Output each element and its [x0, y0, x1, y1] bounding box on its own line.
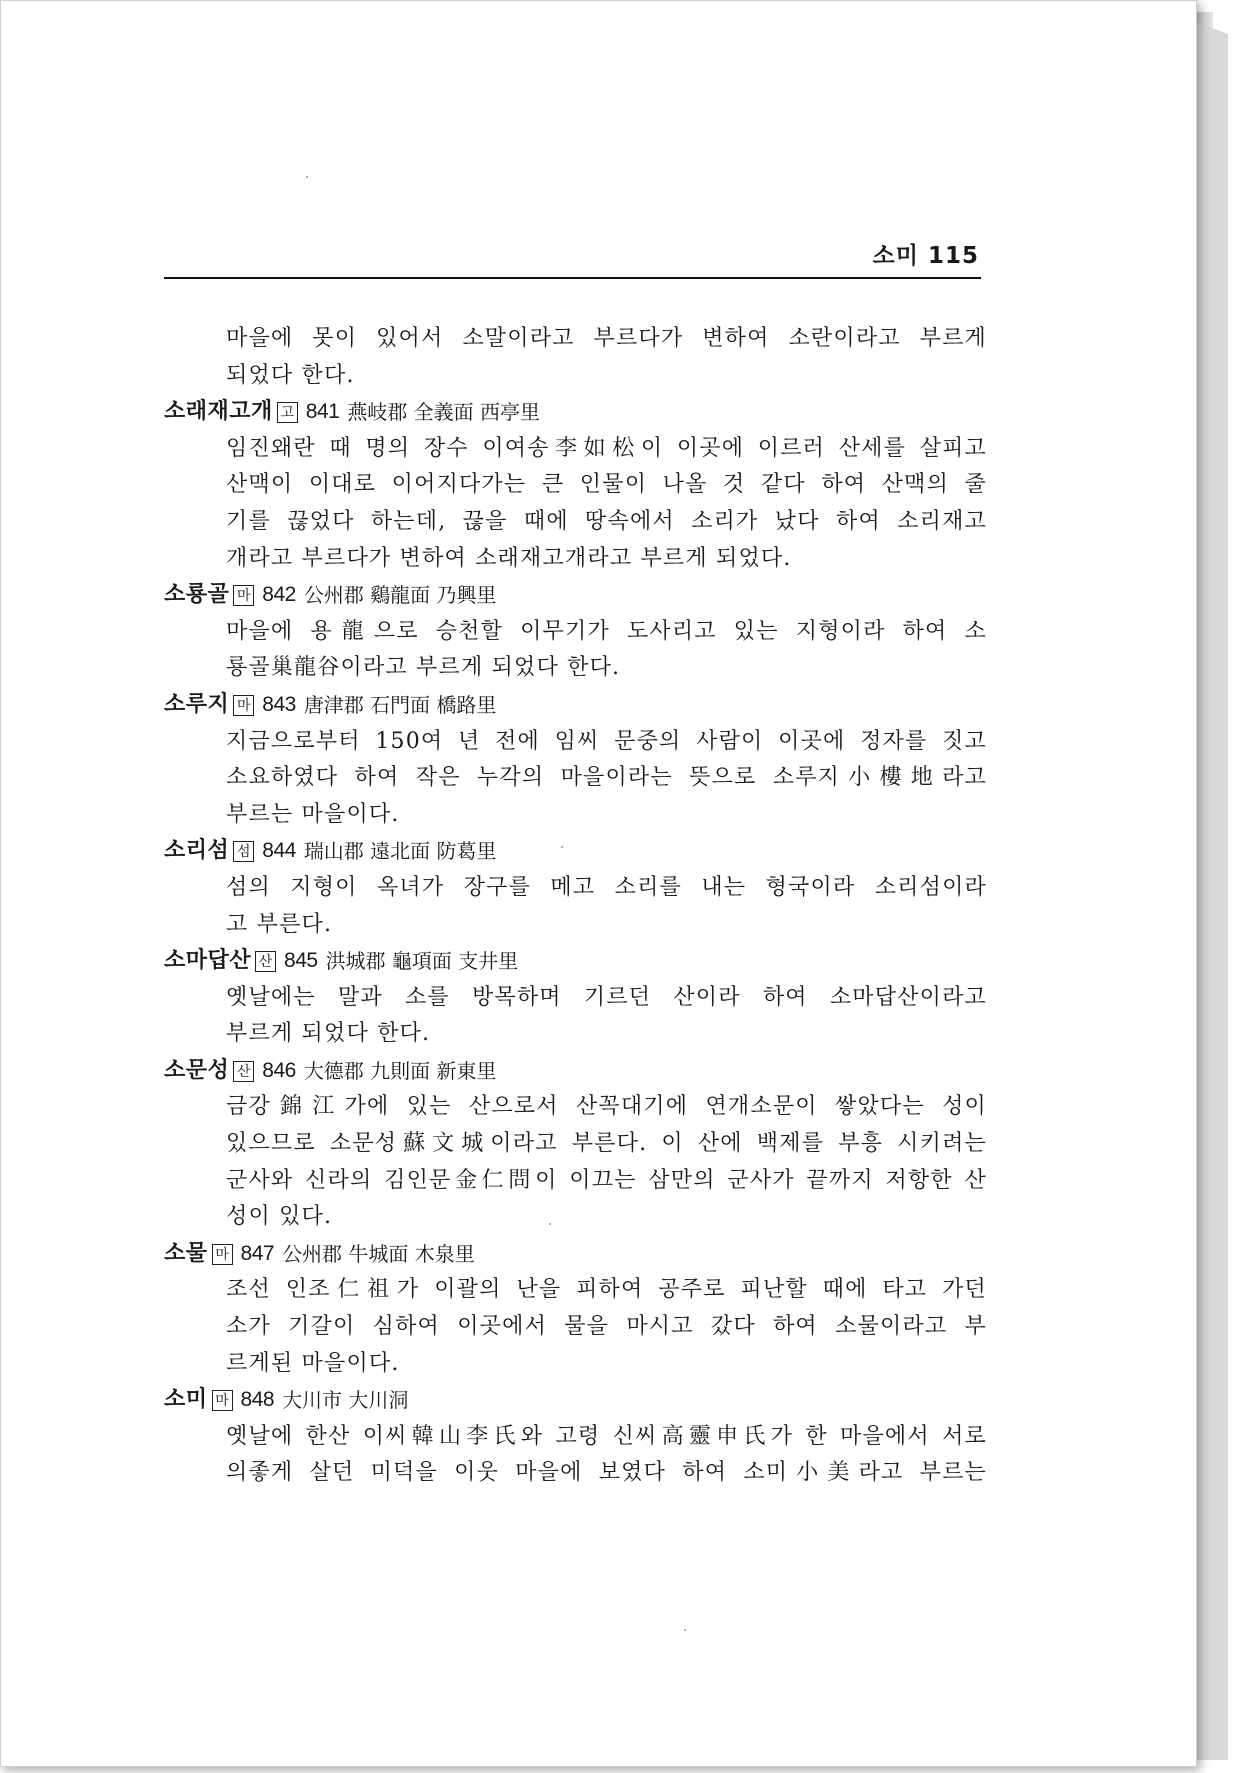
body-text-line: 기를 끊었다 하는데, 끊을 때에 땅속에서 소리가 났다 하여 소리재고: [226, 508, 987, 534]
entry-type-badge: 마: [233, 585, 254, 606]
running-header: [164, 237, 981, 279]
entry-type-badge: 고: [277, 402, 298, 423]
body-text-line: 옛날에 한산 이씨韓山李氏와 고령 신씨高靈申氏가 한 마을에서 서로: [226, 1423, 987, 1449]
body-text-line: 소요하였다 하여 작은 누각의 마을이라는 뜻으로 소루지小樓地라고: [226, 765, 987, 791]
body-text-line: 산맥이 이대로 이어지다가는 큰 인물이 나올 것 같다 하여 산맥의 줄: [226, 472, 987, 498]
entry-number: 846: [262, 1058, 296, 1082]
body-text-line: 고 부른다.: [226, 911, 333, 937]
entry-heading: [164, 1053, 987, 1090]
entry-heading: [164, 943, 987, 980]
page-header-title: 소미 115: [872, 243, 979, 269]
entry-heading: [164, 687, 987, 724]
dictionary-content: [164, 321, 987, 1492]
entry-heading: [164, 833, 987, 870]
body-text-line: 부르는 마을이다.: [226, 801, 400, 827]
entry-name: 소루지: [164, 691, 230, 717]
entry-number: 847: [240, 1241, 275, 1265]
body-text-line: 소가 기갈이 심하여 이곳에서 물을 마시고 갔다 하여 소물이라고 부: [226, 1314, 987, 1340]
entry-name: 소래재고개: [164, 399, 273, 425]
entry-type-badge: 섬: [233, 841, 254, 862]
entry-location: 燕岐郡 全義面 西亭里: [347, 400, 541, 425]
entry-number: 845: [284, 949, 318, 973]
entry-type-badge: 산: [233, 1061, 254, 1082]
entry-location: 大川市 大川洞: [282, 1388, 409, 1413]
body-text-line: 섬의 지형이 옥녀가 장구를 메고 소리를 내는 형국이라 소리섬이라: [226, 874, 987, 900]
entry-heading: [164, 1236, 987, 1273]
body-text-line: 마을에 용龍으로 승천할 이무기가 도사리고 있는 지형이라 하여 소: [226, 618, 987, 644]
entry-heading: [164, 577, 987, 614]
body-text-line: 의좋게 살던 미덕을 이웃 마을에 보였다 하여 소미小美라고 부르는: [226, 1460, 987, 1486]
entry-name: 소미: [164, 1387, 208, 1413]
entry-name: 소리섬: [164, 838, 230, 864]
body-text-line: 임진왜란 때 명의 장수 이여송李如松이 이곳에 이르러 산세를 살피고: [226, 435, 987, 461]
entry-heading: [164, 1382, 987, 1419]
body-text-line: 조선 인조仁祖가 이괄의 난을 피하여 공주로 피난할 때에 타고 가던: [226, 1277, 987, 1303]
body-text-line: 부르게 되었다 한다.: [226, 1021, 431, 1047]
entry-location: 公州郡 鷄龍面 乃興里: [303, 583, 497, 608]
body-text-line: 금강錦江가에 있는 산으로서 산꼭대기에 연개소문이 쌓았다는 성이: [226, 1094, 987, 1120]
body-text-line: 르게된 마을이다.: [226, 1350, 400, 1376]
entry-name: 소문성: [164, 1057, 230, 1083]
entry-number: 843: [262, 692, 296, 716]
body-text-line: 군사와 신라의 김인문金仁問이 이끄는 삼만의 군사가 끝까지 저항한 산: [226, 1167, 987, 1193]
body-text-line: 마을에 못이 있어서 소말이라고 부르다가 변하여 소란이라고 부르게: [226, 326, 987, 351]
paper-speck: [306, 176, 308, 178]
entry-location: 洪城郡 龜項面 支井里: [325, 949, 519, 974]
entry-location: 唐津郡 石門面 橋路里: [303, 692, 497, 717]
entry-location: 公州郡 牛城面 木泉里: [282, 1241, 475, 1266]
entry-type-badge: 산: [255, 951, 276, 972]
entry-type-badge: 마: [233, 695, 254, 716]
body-text-line: 성이 있다.: [226, 1204, 333, 1230]
paper-speck: [684, 1629, 686, 1631]
entry-number: 842: [262, 583, 296, 607]
entry-name: 소물: [164, 1240, 208, 1266]
body-text-line: 있으므로 소문성蘇文城이라고 부른다. 이 산에 백제를 부흥 시키려는: [226, 1131, 987, 1157]
entry-location: 瑞山郡 遠北面 防葛里: [303, 839, 497, 864]
entry-number: 848: [240, 1388, 275, 1412]
entry-type-badge: 마: [212, 1390, 233, 1411]
entry-name: 소마답산: [164, 948, 252, 974]
entry-type-badge: 마: [212, 1244, 233, 1265]
body-text-line: 개라고 부르다가 변하여 소래재고개라고 부르게 되었다.: [226, 545, 792, 571]
entry-heading: [164, 394, 987, 431]
body-text-line: 되었다 한다.: [226, 362, 355, 388]
entry-number: 841: [305, 400, 340, 424]
entry-name: 소룡골: [164, 582, 230, 608]
body-text-line: 옛날에는 말과 소를 방목하며 기르던 산이라 하여 소마답산이라고: [226, 984, 987, 1010]
body-text-line: 지금으로부터 150여 년 전에 임씨 문중의 사람이 이곳에 정자를 짓고: [226, 728, 987, 754]
entry-number: 844: [262, 839, 296, 863]
entry-location: 大德郡 九則面 新東里: [303, 1058, 497, 1083]
body-text-line: 룡골巢龍谷이라고 부르게 되었다 한다.: [226, 655, 621, 681]
